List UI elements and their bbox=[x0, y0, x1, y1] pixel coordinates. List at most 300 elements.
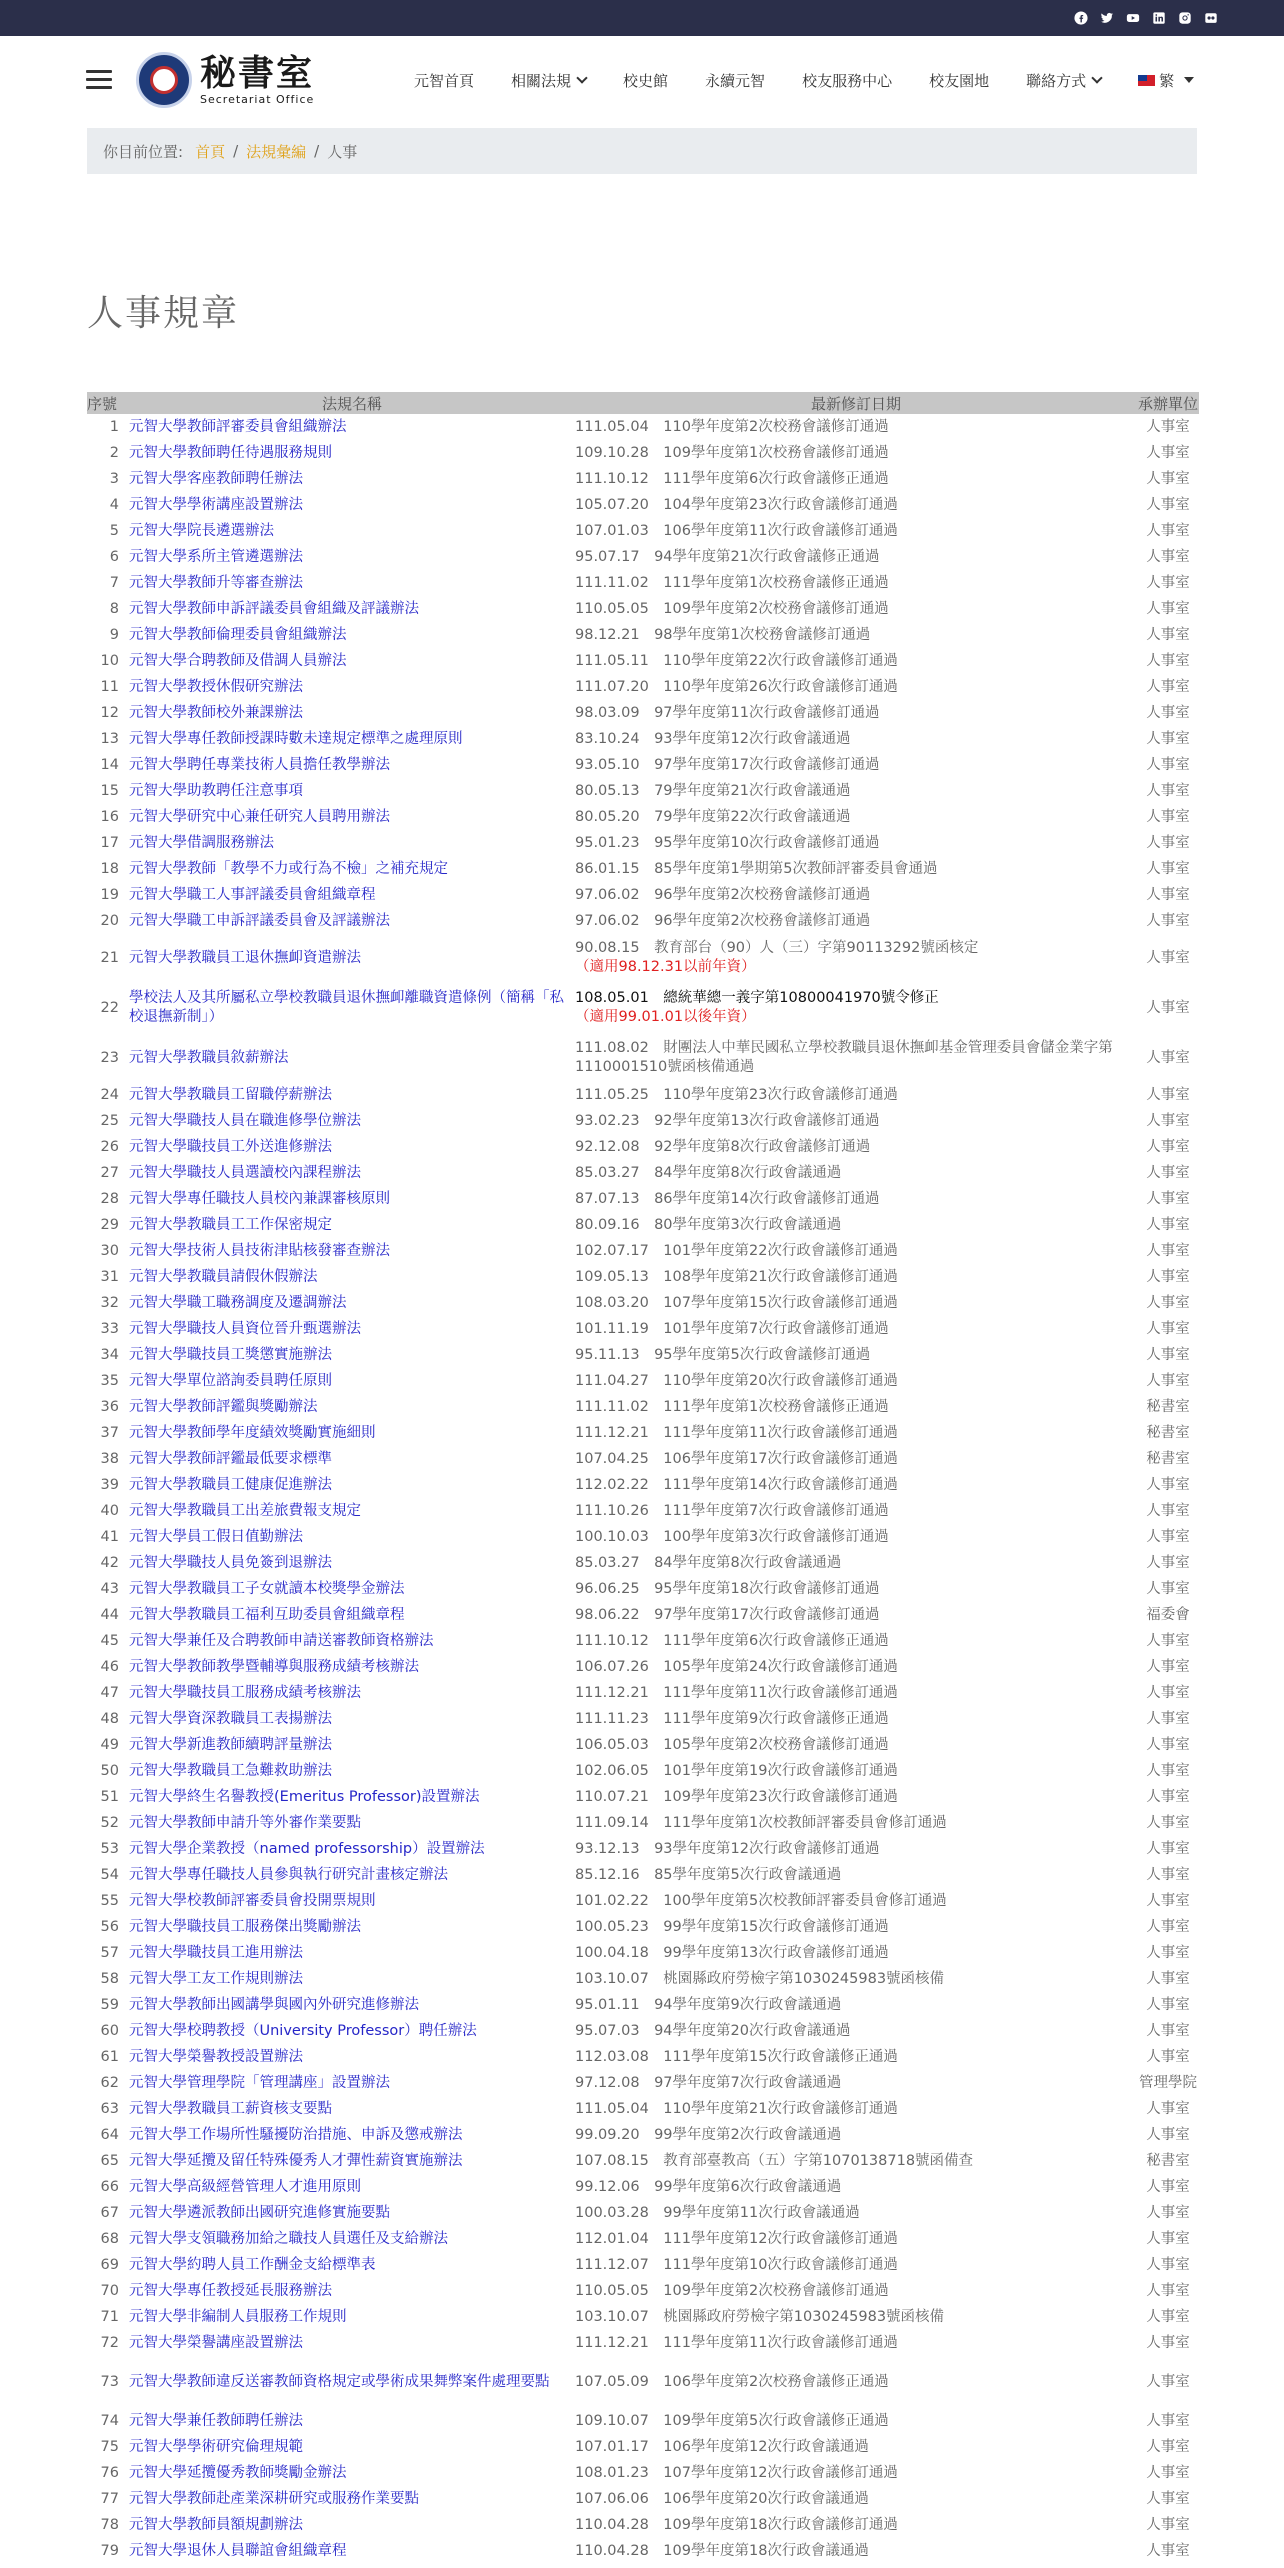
table-row bbox=[87, 700, 1199, 726]
row-number: 4 bbox=[109, 496, 119, 513]
regulation-link[interactable]: 元智大學單位諮詢委員聘任原則 bbox=[129, 1372, 332, 1389]
responsible-unit: 人事室 bbox=[1146, 1788, 1190, 1805]
revision-date: 111.12.21 111學年度第11次行政會議修訂通過 bbox=[575, 2334, 898, 2351]
regulation-link[interactable]: 元智大學榮譽教授設置辦法 bbox=[129, 2048, 303, 2065]
regulation-link[interactable]: 元智大學教職員工急難救助辦法 bbox=[129, 1762, 332, 1779]
revision-date: 95.07.17 94學年度第21次行政會議修正通過 bbox=[575, 548, 880, 565]
university-seal-icon bbox=[136, 52, 192, 108]
header-dept: 承辦單位 bbox=[1137, 392, 1199, 414]
regulation-link[interactable]: 元智大學兼任教師聘任辦法 bbox=[129, 2412, 303, 2429]
row-number: 75 bbox=[100, 2438, 119, 2455]
regulation-link[interactable]: 元智大學教師出國講學與國內外研究進修辦法 bbox=[129, 1996, 419, 2013]
responsible-unit: 人事室 bbox=[1146, 2178, 1190, 2195]
header-name: 法規名稱 bbox=[127, 392, 575, 414]
regulation-link[interactable]: 元智大學教師「教學不力或行為不檢」之補充規定 bbox=[129, 860, 448, 877]
regulation-link[interactable]: 元智大學職工申訴評議委員會及評議辦法 bbox=[129, 912, 390, 929]
logo-title: 秘書室 bbox=[200, 52, 315, 94]
responsible-unit: 人事室 bbox=[1146, 2373, 1190, 2390]
table-row bbox=[87, 2070, 1199, 2096]
regulation-link[interactable]: 元智大學工作場所性騷擾防治措施、申訴及懲戒辦法 bbox=[129, 2126, 463, 2143]
regulation-link[interactable]: 元智大學教師學年度績效獎勵實施細則 bbox=[129, 1424, 376, 1441]
row-number: 43 bbox=[100, 1580, 119, 1597]
regulation-link[interactable]: 元智大學管理學院「管理講座」設置辦法 bbox=[129, 2074, 390, 2091]
header-date: 最新修訂日期 bbox=[575, 392, 1137, 414]
regulation-link[interactable]: 元智大學支領職務加給之職技人員選任及支給辦法 bbox=[129, 2230, 448, 2247]
responsible-unit: 人事室 bbox=[1146, 1944, 1190, 1961]
table-row bbox=[87, 778, 1199, 804]
revision-date: 98.12.21 98學年度第1次校務會議修訂通過 bbox=[575, 626, 871, 643]
table-row bbox=[87, 1706, 1199, 1732]
regulation-link[interactable]: 元智大學教職員工工作保密規定 bbox=[129, 1216, 332, 1233]
responsible-unit: 人事室 bbox=[1146, 860, 1190, 877]
regulation-link[interactable]: 元智大學職技員工服務傑出獎勵辦法 bbox=[129, 1918, 361, 1935]
responsible-unit: 人事室 bbox=[1146, 1684, 1190, 1701]
responsible-unit: 人事室 bbox=[1146, 1164, 1190, 1181]
responsible-unit: 人事室 bbox=[1146, 2048, 1190, 2065]
table-row bbox=[87, 1394, 1199, 1420]
row-number: 56 bbox=[100, 1918, 119, 1935]
row-number: 67 bbox=[100, 2204, 119, 2221]
responsible-unit: 人事室 bbox=[1146, 2334, 1190, 2351]
regulation-link[interactable]: 元智大學企業教授（named professorship）設置辦法 bbox=[129, 1840, 485, 1857]
row-number: 72 bbox=[100, 2334, 119, 2351]
regulation-link[interactable]: 元智大學學術研究倫理規範 bbox=[129, 2438, 303, 2455]
regulation-link[interactable]: 元智大學退休人員聯誼會組織章程 bbox=[129, 2542, 347, 2559]
revision-date: 85.03.27 84學年度第8次行政會議通過 bbox=[575, 1164, 842, 1181]
instagram-icon[interactable] bbox=[1172, 5, 1198, 31]
row-number: 11 bbox=[100, 678, 119, 695]
revision-date: 107.01.03 106學年度第11次行政會議修訂通過 bbox=[575, 522, 898, 539]
regulation-link[interactable]: 元智大學非編制人員服務工作規則 bbox=[129, 2308, 347, 2325]
revision-date: 111.11.02 111學年度第1次校務會議修正通過 bbox=[575, 1398, 889, 1415]
regulation-link[interactable]: 元智大學研究中心兼任研究人員聘用辦法 bbox=[129, 808, 390, 825]
breadcrumb-home[interactable]: 首頁 bbox=[195, 142, 226, 161]
regulation-link[interactable]: 元智大學終生名譽教授(Emeritus Professor)設置辦法 bbox=[129, 1788, 480, 1805]
revision-date: 80.05.20 79學年度第22次行政會議通過 bbox=[575, 808, 851, 825]
menu-item-alumni-garden[interactable]: 校友園地 bbox=[929, 71, 990, 90]
row-number: 33 bbox=[100, 1320, 119, 1337]
regulation-link[interactable]: 元智大學教師倫理委員會組織辦法 bbox=[129, 626, 347, 643]
revision-date: 108.05.01 總統華總一義字第10800041970號令修正 bbox=[575, 990, 939, 1006]
table-row bbox=[87, 1862, 1199, 1888]
row-number: 3 bbox=[109, 470, 119, 487]
menu-item-history-museum[interactable]: 校史館 bbox=[623, 71, 669, 90]
row-number: 68 bbox=[100, 2230, 119, 2247]
revision-date: 111.12.21 111學年度第11次行政會議修訂通過 bbox=[575, 1684, 898, 1701]
regulation-link[interactable]: 元智大學職技員工獎懲實施辦法 bbox=[129, 1346, 332, 1363]
responsible-unit: 人事室 bbox=[1146, 2516, 1190, 2533]
revision-date: 109.05.13 108學年度第21次行政會議修訂通過 bbox=[575, 1268, 898, 1285]
main-navbar bbox=[0, 36, 1284, 124]
revision-date: 102.07.17 101學年度第22次行政會議修訂通過 bbox=[575, 1242, 898, 1259]
twitter-icon[interactable] bbox=[1094, 5, 1120, 31]
regulation-link[interactable]: 元智大學職技員工服務成績考核辦法 bbox=[129, 1684, 361, 1701]
row-number: 21 bbox=[100, 949, 119, 966]
table-row bbox=[87, 1290, 1199, 1316]
table-row bbox=[87, 804, 1199, 830]
row-number: 77 bbox=[100, 2490, 119, 2507]
menu-item-regulations[interactable]: 相關法規 bbox=[511, 70, 586, 91]
responsible-unit: 人事室 bbox=[1146, 730, 1190, 747]
revision-date: 109.10.07 109學年度第5次行政會議修正通過 bbox=[575, 2412, 889, 2429]
regulation-link[interactable]: 元智大學教師校外兼課辦法 bbox=[129, 704, 303, 721]
responsible-unit: 人事室 bbox=[1146, 949, 1190, 966]
responsible-unit: 人事室 bbox=[1146, 1268, 1190, 1285]
regulation-link[interactable]: 元智大學兼任及合聘教師申請送審教師資格辦法 bbox=[129, 1632, 434, 1649]
responsible-unit: 人事室 bbox=[1146, 548, 1190, 565]
table-row bbox=[87, 2226, 1199, 2252]
revision-date: 98.03.09 97學年度第11次行政會議修訂通過 bbox=[575, 704, 880, 721]
responsible-unit: 人事室 bbox=[1146, 1049, 1190, 1066]
table-row bbox=[87, 2174, 1199, 2200]
regulation-link[interactable]: 元智大學教師聘任待遇服務規則 bbox=[129, 444, 332, 461]
row-number: 79 bbox=[100, 2542, 119, 2559]
responsible-unit: 人事室 bbox=[1146, 2308, 1190, 2325]
responsible-unit: 人事室 bbox=[1146, 2256, 1190, 2273]
regulation-link[interactable]: 元智大學客座教師聘任辦法 bbox=[129, 470, 303, 487]
table-row bbox=[87, 1810, 1199, 1836]
responsible-unit: 人事室 bbox=[1146, 496, 1190, 513]
regulation-link[interactable]: 元智大學職工職務調度及遷調辦法 bbox=[129, 1294, 347, 1311]
table-row bbox=[87, 2096, 1199, 2122]
revision-date: 103.10.07 桃園縣政府勞檢字第1030245983號函核備 bbox=[575, 2308, 945, 2325]
regulation-link[interactable]: 元智大學教師申請升等外審作業要點 bbox=[129, 1814, 361, 1831]
table-row bbox=[87, 2148, 1199, 2174]
table-row bbox=[87, 1654, 1199, 1680]
responsible-unit: 人事室 bbox=[1146, 2204, 1190, 2221]
regulation-link[interactable]: 元智大學遴派教師出國研究進修實施要點 bbox=[129, 2204, 390, 2221]
language-switcher[interactable]: 繁 bbox=[1138, 70, 1194, 91]
table-row bbox=[87, 1914, 1199, 1940]
revision-date: 112.02.22 111學年度第14次行政會議修訂通過 bbox=[575, 1476, 898, 1493]
regulation-link[interactable]: 元智大學高級經營管理人才進用原則 bbox=[129, 2178, 361, 2195]
row-number: 44 bbox=[100, 1606, 119, 1623]
revision-date: 111.05.25 110學年度第23次行政會議修訂通過 bbox=[575, 1086, 898, 1103]
revision-date: 110.05.05 109學年度第2次校務會議修訂通過 bbox=[575, 600, 889, 617]
regulation-link[interactable]: 元智大學教師員額規劃辦法 bbox=[129, 2516, 303, 2533]
row-number: 59 bbox=[100, 1996, 119, 2013]
revision-date: 111.07.20 110學年度第26次行政會議修訂通過 bbox=[575, 678, 898, 695]
row-number: 8 bbox=[109, 600, 119, 617]
responsible-unit: 人事室 bbox=[1146, 1502, 1190, 1519]
table-row bbox=[87, 934, 1199, 982]
row-number: 29 bbox=[100, 1216, 119, 1233]
table-row bbox=[87, 466, 1199, 492]
table-row bbox=[87, 1108, 1199, 1134]
regulation-link[interactable]: 元智大學延攬優秀教師獎勵金辦法 bbox=[129, 2464, 347, 2481]
responsible-unit: 人事室 bbox=[1146, 1476, 1190, 1493]
table-row bbox=[87, 2018, 1199, 2044]
row-number: 13 bbox=[100, 730, 119, 747]
responsible-unit: 人事室 bbox=[1146, 2412, 1190, 2429]
revision-date: 112.01.04 111學年度第12次行政會議修訂通過 bbox=[575, 2230, 898, 2247]
row-number: 28 bbox=[100, 1190, 119, 1207]
row-number: 47 bbox=[100, 1684, 119, 1701]
site-logo[interactable] bbox=[136, 52, 314, 108]
regulation-link[interactable]: 元智大學職技員工外送進修辦法 bbox=[129, 1138, 332, 1155]
row-number: 22 bbox=[100, 999, 119, 1016]
responsible-unit: 人事室 bbox=[1146, 418, 1190, 435]
regulation-link[interactable]: 元智大學教職員工子女就讀本校獎學金辦法 bbox=[129, 1580, 405, 1597]
page-title: 人事規章 bbox=[87, 293, 240, 334]
logo-subtitle: Secretariat Office bbox=[200, 92, 315, 106]
header-no: 序號 bbox=[87, 392, 127, 414]
regulation-link[interactable]: 元智大學專任職技人員參與執行研究計畫核定辦法 bbox=[129, 1866, 448, 1883]
row-number: 36 bbox=[100, 1398, 119, 1415]
responsible-unit: 人事室 bbox=[1146, 782, 1190, 799]
breadcrumb-section[interactable]: 法規彙編 bbox=[246, 142, 307, 161]
regulation-link[interactable]: 元智大學教職員工薪資核支要點 bbox=[129, 2100, 332, 2117]
revision-date: 100.04.18 99學年度第13次行政會議修訂通過 bbox=[575, 1944, 889, 1961]
row-number: 35 bbox=[100, 1372, 119, 1389]
table-row bbox=[87, 2356, 1199, 2408]
row-number: 55 bbox=[100, 1892, 119, 1909]
regulation-link[interactable]: 學校法人及其所屬私立學校教職員退休撫卹離職資遣條例（簡稱「私校退撫新制」） bbox=[129, 990, 564, 1025]
table-row bbox=[87, 2252, 1199, 2278]
table-row bbox=[87, 1602, 1199, 1628]
regulation-link[interactable]: 元智大學教師教學暨輔導與服務成績考核辦法 bbox=[129, 1658, 419, 1675]
hamburger-menu-icon[interactable] bbox=[86, 70, 112, 94]
row-number: 53 bbox=[100, 1840, 119, 1857]
responsible-unit: 人事室 bbox=[1146, 1970, 1190, 1987]
breadcrumb: 你目前位置: 首頁 / 法規彙編 / 人事 bbox=[87, 128, 1197, 174]
regulation-link[interactable]: 元智大學系所主管遴選辦法 bbox=[129, 548, 303, 565]
responsible-unit: 人事室 bbox=[1146, 1554, 1190, 1571]
regulation-link[interactable]: 元智大學延攬及留任特殊優秀人才彈性薪資實施辦法 bbox=[129, 2152, 463, 2169]
responsible-unit: 人事室 bbox=[1146, 1138, 1190, 1155]
regulation-link[interactable]: 元智大學教師違反送審教師資格規定或學術成果舞弊案件處理要點 bbox=[129, 2373, 550, 2390]
responsible-unit: 福委會 bbox=[1146, 1606, 1190, 1623]
regulation-link[interactable]: 元智大學教職員工健康促進辦法 bbox=[129, 1476, 332, 1493]
regulation-link[interactable]: 元智大學教職員工留職停薪辦法 bbox=[129, 1086, 332, 1103]
revision-date: 111.10.12 111學年度第6次行政會議修正通過 bbox=[575, 1632, 889, 1649]
regulation-link[interactable]: 元智大學技術人員技術津貼核發審查辦法 bbox=[129, 1242, 390, 1259]
responsible-unit: 人事室 bbox=[1146, 2100, 1190, 2117]
revision-date: 100.05.23 99學年度第15次行政會議修訂通過 bbox=[575, 1918, 889, 1935]
responsible-unit: 人事室 bbox=[1146, 886, 1190, 903]
regulation-link[interactable]: 元智大學教師評鑑最低要求標準 bbox=[129, 1450, 332, 1467]
revision-date: 100.03.28 99學年度第11次行政會議通過 bbox=[575, 2204, 860, 2221]
menu-item-alumni-service[interactable]: 校友服務中心 bbox=[802, 71, 893, 90]
regulation-link[interactable]: 元智大學職技員工進用辦法 bbox=[129, 1944, 303, 1961]
revision-date: 107.01.17 106學年度第12次行政會議通過 bbox=[575, 2438, 869, 2455]
row-number: 14 bbox=[100, 756, 119, 773]
row-number: 15 bbox=[100, 782, 119, 799]
revision-date: 90.08.15 教育部台（90）人（三）字第90113292號函核定 bbox=[575, 940, 979, 956]
social-topbar bbox=[0, 0, 1284, 36]
row-number: 64 bbox=[100, 2126, 119, 2143]
menu-item-home[interactable]: 元智首頁 bbox=[414, 71, 475, 90]
table-row bbox=[87, 596, 1199, 622]
table-row bbox=[87, 1550, 1199, 1576]
regulation-link[interactable]: 元智大學職技人員資位晉升甄選辦法 bbox=[129, 1320, 361, 1337]
table-row bbox=[87, 1342, 1199, 1368]
row-number: 61 bbox=[100, 2048, 119, 2065]
revision-date: 110.05.05 109學年度第2次校務會議修訂通過 bbox=[575, 2282, 889, 2299]
revision-date: 87.07.13 86學年度第14次行政會議修訂通過 bbox=[575, 1190, 880, 1207]
table-row bbox=[87, 2330, 1199, 2356]
table-row bbox=[87, 1576, 1199, 1602]
regulation-link[interactable]: 元智大學專任教授延長服務辦法 bbox=[129, 2282, 332, 2299]
breadcrumb-current: 人事 bbox=[327, 142, 358, 161]
revision-date: 111.10.12 111學年度第6次行政會議修正通過 bbox=[575, 470, 889, 487]
regulation-link[interactable]: 元智大學工友工作規則辦法 bbox=[129, 1970, 303, 1987]
table-row bbox=[87, 2460, 1199, 2486]
row-number: 17 bbox=[100, 834, 119, 851]
regulation-link[interactable]: 元智大學教職員請假休假辦法 bbox=[129, 1268, 318, 1285]
regulation-link[interactable]: 元智大學借調服務辦法 bbox=[129, 834, 274, 851]
table-row bbox=[87, 1680, 1199, 1706]
regulation-link[interactable]: 元智大學職技人員免簽到退辦法 bbox=[129, 1554, 332, 1571]
regulation-link[interactable]: 元智大學聘任專業技術人員擔任教學辦法 bbox=[129, 756, 390, 773]
regulation-link[interactable]: 元智大學職技人員選讀校內課程辦法 bbox=[129, 1164, 361, 1181]
row-number: 51 bbox=[100, 1788, 119, 1805]
revision-date: 106.07.26 105學年度第24次行政會議修訂通過 bbox=[575, 1658, 898, 1675]
regulation-link[interactable]: 元智大學新進教師續聘評量辦法 bbox=[129, 1736, 332, 1753]
regulations-table bbox=[87, 392, 1199, 2564]
responsible-unit: 人事室 bbox=[1146, 912, 1190, 929]
regulation-link[interactable]: 元智大學教職員工退休撫卹資遣辦法 bbox=[129, 949, 361, 966]
responsible-unit: 人事室 bbox=[1146, 1346, 1190, 1363]
menu-item-sustainability[interactable]: 永續元智 bbox=[705, 71, 766, 90]
row-number: 38 bbox=[100, 1450, 119, 1467]
responsible-unit: 人事室 bbox=[1146, 2230, 1190, 2247]
responsible-unit: 人事室 bbox=[1146, 1710, 1190, 1727]
table-row bbox=[87, 1472, 1199, 1498]
regulation-link[interactable]: 元智大學院長遴選辦法 bbox=[129, 522, 274, 539]
revision-date: 111.04.27 110學年度第20次行政會議修訂通過 bbox=[575, 1372, 898, 1389]
table-row bbox=[87, 1238, 1199, 1264]
regulation-link[interactable]: 元智大學專任教師授課時數未達規定標準之處理原則 bbox=[129, 730, 463, 747]
regulation-link[interactable]: 元智大學員工假日值勤辦法 bbox=[129, 1528, 303, 1545]
row-number: 37 bbox=[100, 1424, 119, 1441]
regulation-link[interactable]: 元智大學教職員工福利互助委員會組織章程 bbox=[129, 1606, 405, 1623]
revision-date: 108.01.23 107學年度第12次行政會議修訂通過 bbox=[575, 2464, 898, 2481]
responsible-unit: 人事室 bbox=[1146, 2022, 1190, 2039]
regulation-link[interactable]: 元智大學學術講座設置辦法 bbox=[129, 496, 303, 513]
row-number: 34 bbox=[100, 1346, 119, 1363]
regulation-link[interactable]: 元智大學教師評審委員會組織辦法 bbox=[129, 418, 347, 435]
regulation-link[interactable]: 元智大學校教師評審委員會投開票規則 bbox=[129, 1892, 376, 1909]
regulation-link[interactable]: 元智大學專任職技人員校內兼課審核原則 bbox=[129, 1190, 390, 1207]
row-number: 20 bbox=[100, 912, 119, 929]
regulation-link[interactable]: 元智大學職技人員在職進修學位辦法 bbox=[129, 1112, 361, 1129]
responsible-unit: 人事室 bbox=[1146, 1762, 1190, 1779]
responsible-unit: 人事室 bbox=[1146, 626, 1190, 643]
revision-date: 106.05.03 105學年度第2次校務會議修訂通過 bbox=[575, 1736, 889, 1753]
table-row bbox=[87, 1034, 1199, 1082]
table-row bbox=[87, 1784, 1199, 1810]
row-number: 48 bbox=[100, 1710, 119, 1727]
row-number: 24 bbox=[100, 1086, 119, 1103]
regulation-link[interactable]: 元智大學助教聘任注意事項 bbox=[129, 782, 303, 799]
youtube-icon[interactable] bbox=[1120, 5, 1146, 31]
row-number: 78 bbox=[100, 2516, 119, 2533]
table-row bbox=[87, 1836, 1199, 1862]
table-row bbox=[87, 414, 1199, 440]
revision-date: 80.09.16 80學年度第3次行政會議通過 bbox=[575, 1216, 842, 1233]
revision-date: 111.11.02 111學年度第1次校務會議修正通過 bbox=[575, 574, 889, 591]
responsible-unit: 人事室 bbox=[1146, 1242, 1190, 1259]
regulation-link[interactable]: 元智大學教職員工出差旅費報支規定 bbox=[129, 1502, 361, 1519]
regulation-link[interactable]: 元智大學教師升等審查辦法 bbox=[129, 574, 303, 591]
responsible-unit: 人事室 bbox=[1146, 1866, 1190, 1883]
regulation-link[interactable]: 元智大學教師評鑑與獎勵辦法 bbox=[129, 1398, 318, 1415]
facebook-icon[interactable] bbox=[1068, 5, 1094, 31]
row-number: 32 bbox=[100, 1294, 119, 1311]
revision-date: 111.12.07 111學年度第10次行政會議修訂通過 bbox=[575, 2256, 898, 2273]
revision-note: （適用98.12.31以前年資） bbox=[575, 959, 756, 975]
table-row bbox=[87, 648, 1199, 674]
responsible-unit: 人事室 bbox=[1146, 2490, 1190, 2507]
row-number: 23 bbox=[100, 1049, 119, 1066]
regulation-link[interactable]: 元智大學約聘人員工作酬金支給標準表 bbox=[129, 2256, 376, 2273]
revision-date: 99.09.20 99學年度第2次行政會議通過 bbox=[575, 2126, 842, 2143]
row-number: 45 bbox=[100, 1632, 119, 1649]
regulation-link[interactable]: 元智大學合聘教師及借調人員辦法 bbox=[129, 652, 347, 669]
row-number: 5 bbox=[109, 522, 119, 539]
revision-date: 107.04.25 106學年度第17次行政會議修訂通過 bbox=[575, 1450, 898, 1467]
responsible-unit: 人事室 bbox=[1146, 1892, 1190, 1909]
row-number: 52 bbox=[100, 1814, 119, 1831]
responsible-unit: 人事室 bbox=[1146, 1918, 1190, 1935]
table-row bbox=[87, 1186, 1199, 1212]
regulation-link[interactable]: 元智大學校聘教授（University Professor）聘任辦法 bbox=[129, 2022, 477, 2039]
row-number: 54 bbox=[100, 1866, 119, 1883]
revision-date: 99.12.06 99學年度第6次行政會議通過 bbox=[575, 2178, 842, 2195]
regulation-link[interactable]: 元智大學資深教職員工表揚辦法 bbox=[129, 1710, 332, 1727]
revision-date: 102.06.05 101學年度第19次行政會議修訂通過 bbox=[575, 1762, 898, 1779]
row-number: 66 bbox=[100, 2178, 119, 2195]
revision-date: 98.06.22 97學年度第17次行政會議修訂通過 bbox=[575, 1606, 880, 1623]
flickr-icon[interactable] bbox=[1198, 5, 1224, 31]
table-row bbox=[87, 674, 1199, 700]
regulation-link[interactable]: 元智大學教職員敘薪辦法 bbox=[129, 1049, 289, 1066]
revision-date: 108.03.20 107學年度第15次行政會議修訂通過 bbox=[575, 1294, 898, 1311]
table-row bbox=[87, 1628, 1199, 1654]
row-number: 25 bbox=[100, 1112, 119, 1129]
row-number: 76 bbox=[100, 2464, 119, 2481]
revision-date: 112.03.08 111學年度第15次行政會議修正通過 bbox=[575, 2048, 898, 2065]
regulation-link[interactable]: 元智大學教授休假研究辦法 bbox=[129, 678, 303, 695]
menu-item-contact[interactable]: 聯絡方式 bbox=[1026, 70, 1101, 91]
regulation-link[interactable]: 元智大學職工人事評議委員會組織章程 bbox=[129, 886, 376, 903]
revision-date: 109.10.28 109學年度第1次校務會議修訂通過 bbox=[575, 444, 889, 461]
responsible-unit: 管理學院 bbox=[1139, 2074, 1197, 2091]
table-row bbox=[87, 856, 1199, 882]
table-row bbox=[87, 2512, 1199, 2538]
revision-date: 93.12.13 93學年度第12次行政會議修訂通過 bbox=[575, 1840, 880, 1857]
regulation-link[interactable]: 元智大學榮譽講座設置辦法 bbox=[129, 2334, 303, 2351]
revision-date: 97.06.02 96學年度第2次校務會議修訂通過 bbox=[575, 912, 871, 929]
revision-date: 107.06.06 106學年度第20次行政會議通過 bbox=[575, 2490, 869, 2507]
revision-date: 95.11.13 95學年度第5次行政會議修訂通過 bbox=[575, 1346, 871, 1363]
linkedin-icon[interactable] bbox=[1146, 5, 1172, 31]
table-row bbox=[87, 1446, 1199, 1472]
revision-date: 111.05.04 110學年度第21次行政會議修訂通過 bbox=[575, 2100, 898, 2117]
table-row bbox=[87, 908, 1199, 934]
responsible-unit: 人事室 bbox=[1146, 808, 1190, 825]
responsible-unit: 人事室 bbox=[1146, 1996, 1190, 2013]
table-row bbox=[87, 1316, 1199, 1342]
table-row bbox=[87, 570, 1199, 596]
regulation-link[interactable]: 元智大學教師赴產業深耕研究或服務作業要點 bbox=[129, 2490, 419, 2507]
revision-date: 96.06.25 95學年度第18次行政會議修訂通過 bbox=[575, 1580, 880, 1597]
table-row bbox=[87, 2122, 1199, 2148]
row-number: 41 bbox=[100, 1528, 119, 1545]
regulation-link[interactable]: 元智大學教師申訴評議委員會組織及評議辦法 bbox=[129, 600, 419, 617]
responsible-unit: 人事室 bbox=[1146, 1840, 1190, 1857]
